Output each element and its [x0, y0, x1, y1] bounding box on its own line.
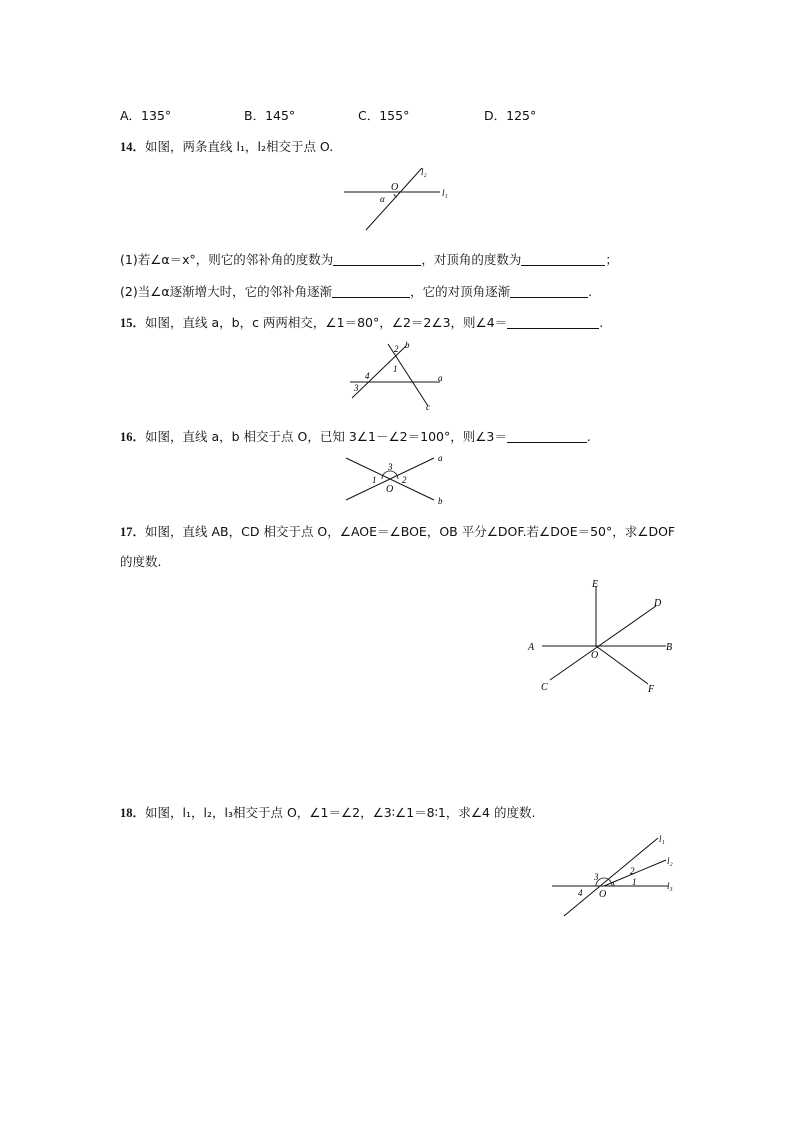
part-1-text-a: (1)若∠α＝x°，则它的邻补角的度数为	[120, 252, 334, 267]
label-l2: l₂	[421, 167, 427, 177]
question-number: 18．	[120, 806, 146, 820]
stem-end: .	[599, 315, 604, 330]
figure-q14	[340, 166, 460, 236]
question-number: 14．	[120, 140, 146, 154]
question-number: 16．	[120, 430, 146, 444]
label-b: b	[438, 496, 443, 506]
figure-q15	[340, 340, 460, 415]
question-17	[120, 522, 675, 540]
label-2: 2	[402, 475, 407, 485]
answer-blank[interactable]	[507, 430, 587, 443]
label-1: 1	[372, 475, 377, 485]
question-18	[120, 803, 535, 821]
part-2-text-a: (2)当∠α逐渐增大时，它的邻补角逐渐	[120, 284, 333, 299]
label-b: b	[405, 340, 410, 350]
label-4: 4	[578, 888, 583, 898]
question-16	[120, 427, 591, 445]
option-c: C．155°	[358, 108, 410, 123]
label-l3: l₃	[667, 881, 673, 891]
answer-blank[interactable]	[333, 253, 421, 266]
label-a: a	[438, 453, 443, 463]
figure-q18	[548, 828, 688, 923]
label-2: 2	[630, 866, 635, 876]
label-c: c	[426, 402, 430, 412]
label-a: a	[438, 373, 443, 383]
label-2: 2	[394, 344, 399, 354]
question-number: 17．	[120, 525, 146, 539]
label-o: O	[599, 889, 607, 900]
answer-blank[interactable]	[507, 316, 599, 329]
label-1: 1	[632, 877, 637, 887]
option-b: B．145°	[244, 108, 296, 123]
label-l1: l₁	[659, 834, 665, 844]
figure-q16	[340, 452, 460, 512]
option-a: A．135°	[120, 108, 172, 123]
label-1: 1	[393, 364, 398, 374]
label-4: 4	[365, 371, 370, 381]
question-14-part-1	[120, 250, 618, 268]
answer-blank[interactable]	[510, 285, 588, 298]
answer-blank[interactable]	[332, 285, 410, 298]
question-number: 15．	[120, 316, 146, 330]
label-o: O	[391, 182, 399, 193]
question-14	[120, 137, 333, 155]
label-o: O	[591, 650, 599, 661]
stem-end: .	[586, 429, 591, 444]
label-b: B	[666, 642, 673, 653]
part-2-text-b: ，它的对顶角逐渐	[410, 284, 511, 299]
label-alpha: α	[380, 194, 385, 204]
label-3: 3	[354, 383, 359, 393]
label-l1: l₁	[442, 188, 448, 198]
option-d: D．125°	[484, 108, 537, 123]
part-1-end: ；	[605, 252, 618, 267]
label-c: C	[541, 682, 548, 693]
label-l2: l₂	[667, 856, 673, 866]
figure-q17	[520, 576, 690, 701]
label-f: F	[648, 684, 655, 695]
question-17-line-2: 的度数.	[120, 554, 162, 569]
question-stem: 如图，直线 a，b 相交于点 O，已知 3∠1－∠2＝100°，则∠3＝	[145, 429, 507, 444]
question-stem: 如图，两条直线 l₁，l₂相交于点 O.	[145, 139, 334, 154]
question-15	[120, 313, 603, 331]
label-3: 3	[594, 872, 599, 882]
label-3: 3	[388, 462, 393, 472]
part-2-end: .	[588, 284, 593, 299]
question-stem: 如图，直线 AB，CD 相交于点 O，∠AOE＝∠BOE，OB 平分∠DOF.若∠DOE＝50°，求∠DOF	[145, 524, 676, 539]
label-a: A	[528, 642, 535, 653]
label-o: O	[386, 484, 394, 495]
label-e: E	[592, 579, 599, 590]
answer-blank[interactable]	[521, 253, 605, 266]
label-d: D	[654, 598, 662, 609]
part-1-text-b: ，对顶角的度数为	[421, 252, 522, 267]
question-14-part-2	[120, 282, 592, 300]
question-stem: 如图，直线 a，b，c 两两相交，∠1＝80°，∠2＝2∠3，则∠4＝	[145, 315, 508, 330]
question-stem: 如图，l₁，l₂，l₃相交于点 O，∠1＝∠2，∠3∶∠1＝8∶1，求∠4 的度数.	[145, 805, 536, 820]
